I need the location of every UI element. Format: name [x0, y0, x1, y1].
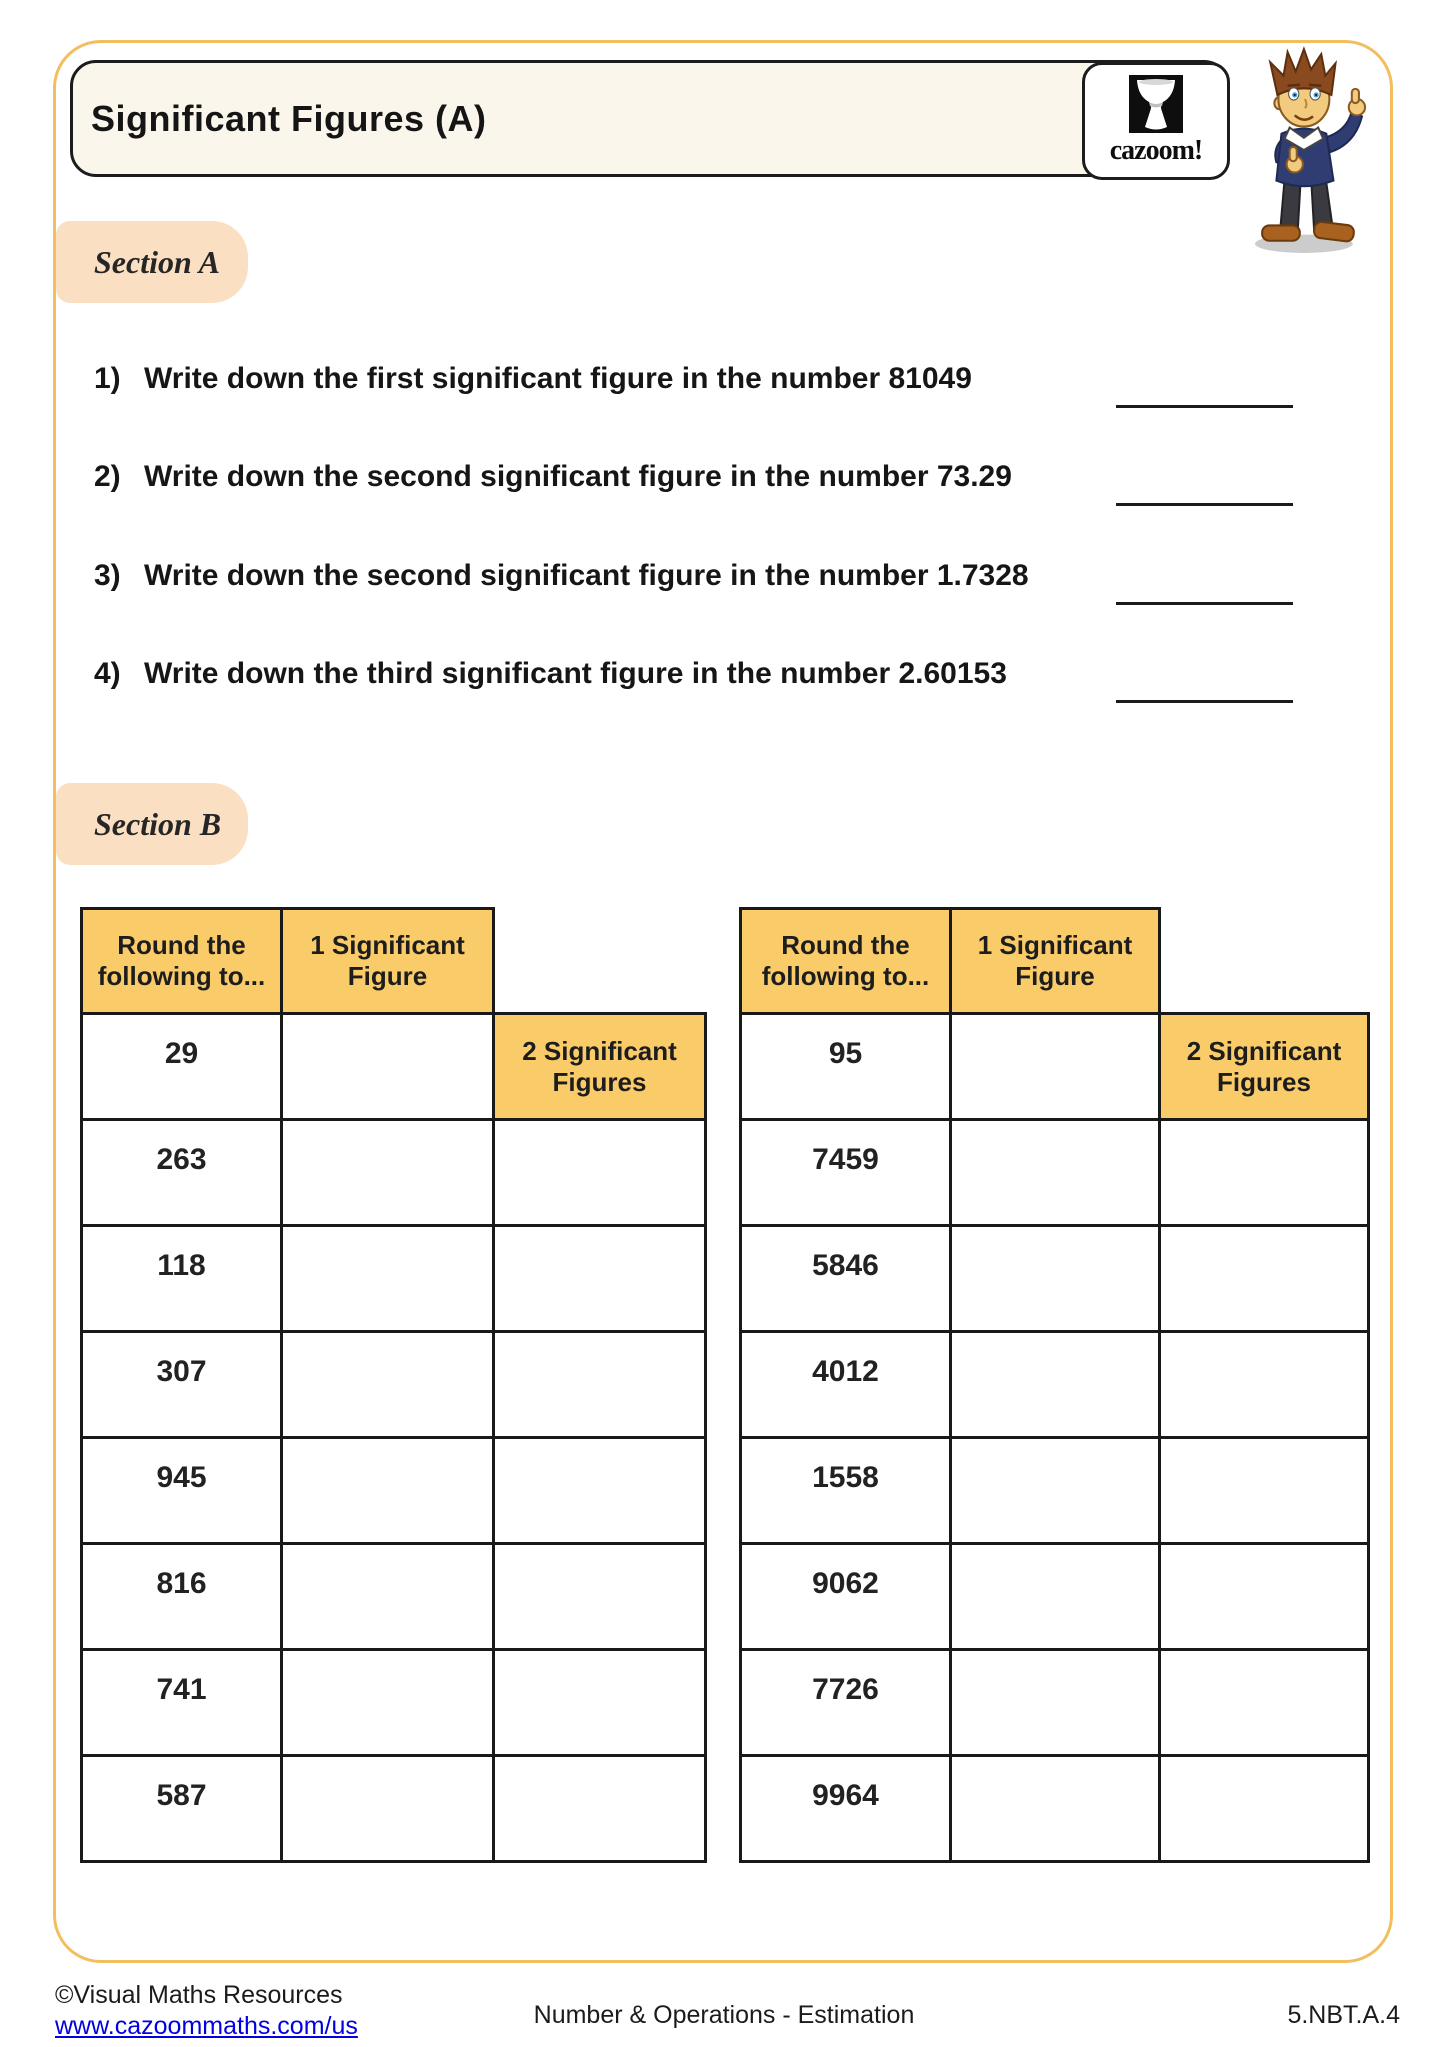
table-right-value: 4012 — [741, 1332, 951, 1438]
table-left-answer-2sf[interactable] — [494, 1756, 706, 1862]
table-right-value: 95 — [741, 1014, 951, 1120]
table-right-answer-2sf[interactable] — [1160, 1544, 1369, 1650]
table-right-answer-2sf[interactable] — [1160, 1650, 1369, 1756]
table-right-value: 5846 — [741, 1226, 951, 1332]
table-left-col3-header: 2 Significant Figures — [494, 1014, 706, 1120]
table-right-answer-1sf[interactable] — [951, 1650, 1160, 1756]
table-right-answer-1sf[interactable] — [951, 1226, 1160, 1332]
footer-standard-code: 5.NBT.A.4 — [1287, 2001, 1400, 2029]
question-2-number: 2) — [94, 460, 121, 493]
table-left-col1-header: Round the following to... — [82, 909, 282, 1014]
table-left-answer-1sf[interactable] — [282, 1332, 494, 1438]
table-right-value: 9062 — [741, 1544, 951, 1650]
question-3-text: Write down the second significant figure in the number 1.7328 — [144, 559, 1029, 592]
table-right-col1-header: Round the following to... — [741, 909, 951, 1014]
question-4-text: Write down the third significant figure in the number 2.60153 — [144, 657, 1007, 690]
table-left-value: 816 — [82, 1544, 282, 1650]
rounding-table-right — [739, 907, 1370, 1863]
table-right-value: 9964 — [741, 1756, 951, 1862]
table-right-header-spacer — [1160, 909, 1369, 1014]
table-right-answer-1sf[interactable] — [951, 1332, 1160, 1438]
table-left-answer-2sf[interactable] — [494, 1332, 706, 1438]
table-left-answer-1sf[interactable] — [282, 1014, 494, 1120]
table-left-answer-2sf[interactable] — [494, 1120, 706, 1226]
table-left-answer-2sf[interactable] — [494, 1226, 706, 1332]
table-right-answer-2sf[interactable] — [1160, 1120, 1369, 1226]
table-right-answer-2sf[interactable] — [1160, 1438, 1369, 1544]
table-left-value: 118 — [82, 1226, 282, 1332]
question-2-text: Write down the second significant figure in the number 73.29 — [144, 460, 1012, 493]
table-right-col3-header: 2 Significant Figures — [1160, 1014, 1369, 1120]
table-right-answer-1sf[interactable] — [951, 1756, 1160, 1862]
question-4 — [94, 657, 1007, 691]
question-3 — [94, 559, 1029, 593]
table-right-answer-1sf[interactable] — [951, 1544, 1160, 1650]
table-left-col2-header: 1 Significant Figure — [282, 909, 494, 1014]
table-right-value: 7726 — [741, 1650, 951, 1756]
cazoom-logo — [1082, 62, 1230, 180]
mascot-boy-illustration — [1236, 44, 1382, 256]
question-2-answer-line[interactable] — [1116, 503, 1293, 506]
question-1 — [94, 362, 972, 396]
table-left-answer-1sf[interactable] — [282, 1756, 494, 1862]
question-1-answer-line[interactable] — [1116, 405, 1293, 408]
question-1-number: 1) — [94, 362, 121, 395]
question-3-answer-line[interactable] — [1116, 602, 1293, 605]
section-a-label: Section A — [56, 221, 248, 303]
page-title: Significant Figures (A) — [91, 97, 487, 139]
section-b-label: Section B — [56, 783, 248, 865]
table-left-answer-2sf[interactable] — [494, 1544, 706, 1650]
rounding-table-left — [80, 907, 707, 1863]
table-left-answer-2sf[interactable] — [494, 1650, 706, 1756]
table-left-answer-1sf[interactable] — [282, 1650, 494, 1756]
question-4-number: 4) — [94, 657, 121, 690]
table-left-answer-1sf[interactable] — [282, 1226, 494, 1332]
table-left-value: 587 — [82, 1756, 282, 1862]
table-right-answer-1sf[interactable] — [951, 1120, 1160, 1226]
table-left-answer-2sf[interactable] — [494, 1438, 706, 1544]
table-left-value: 307 — [82, 1332, 282, 1438]
cazoom-emblem-icon — [1129, 75, 1183, 137]
table-left-value: 29 — [82, 1014, 282, 1120]
footer-copyright: ©Visual Maths Resources — [55, 1981, 343, 2009]
table-right-value: 7459 — [741, 1120, 951, 1226]
footer-website-link[interactable]: www.cazoommaths.com/us — [55, 2012, 358, 2041]
table-right-answer-1sf[interactable] — [951, 1438, 1160, 1544]
table-left-value: 263 — [82, 1120, 282, 1226]
table-right-answer-2sf[interactable] — [1160, 1332, 1369, 1438]
table-right-answer-2sf[interactable] — [1160, 1756, 1369, 1862]
question-2 — [94, 460, 1012, 494]
table-right-col2-header: 1 Significant Figure — [951, 909, 1160, 1014]
worksheet-header — [70, 60, 1230, 177]
table-left-answer-1sf[interactable] — [282, 1544, 494, 1650]
table-right-answer-1sf[interactable] — [951, 1014, 1160, 1120]
table-right-answer-2sf[interactable] — [1160, 1226, 1369, 1332]
question-3-number: 3) — [94, 559, 121, 592]
question-4-answer-line[interactable] — [1116, 700, 1293, 703]
table-left-value: 741 — [82, 1650, 282, 1756]
table-left-answer-1sf[interactable] — [282, 1438, 494, 1544]
table-left-answer-1sf[interactable] — [282, 1120, 494, 1226]
table-left-value: 945 — [82, 1438, 282, 1544]
table-right-value: 1558 — [741, 1438, 951, 1544]
table-left-header-spacer — [494, 909, 706, 1014]
footer-category: Number & Operations - Estimation — [533, 2001, 915, 2029]
question-1-text: Write down the first significant figure in the number 81049 — [144, 362, 972, 395]
cazoom-logo-text: cazoom! — [1109, 135, 1203, 166]
